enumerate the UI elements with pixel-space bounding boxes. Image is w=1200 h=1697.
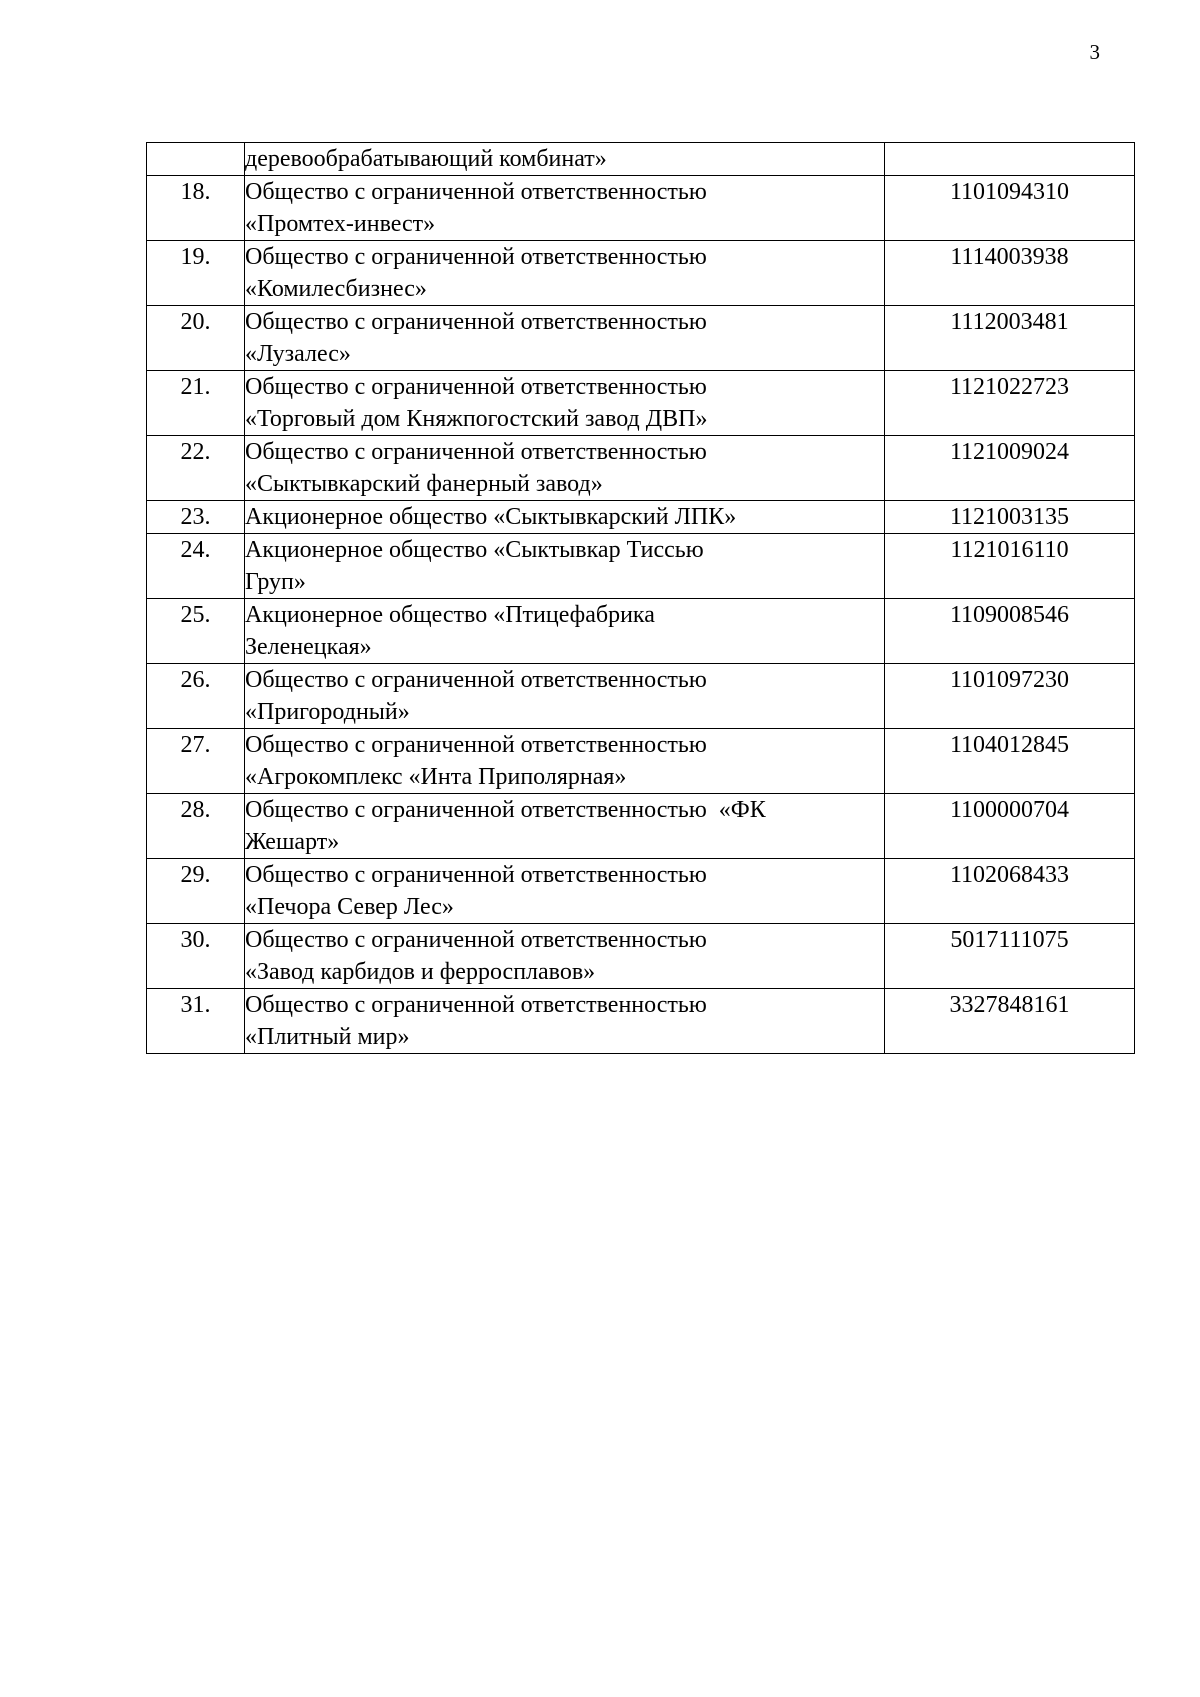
table-row <box>147 176 1135 241</box>
organization-name <box>245 176 885 241</box>
row-number: 26. <box>147 664 245 729</box>
organization-inn: 1104012845 <box>885 729 1135 794</box>
organization-inn: 1102068433 <box>885 859 1135 924</box>
organization-inn: 1121016110 <box>885 534 1135 599</box>
table-row <box>147 371 1135 436</box>
organization-name-line: «Комилесбизнес» <box>245 276 427 302</box>
organization-name <box>245 794 885 859</box>
organizations-table <box>146 142 1135 1054</box>
organization-name <box>245 924 885 989</box>
organization-name-line: «Торговый дом Княжпогостский завод ДВП» <box>245 406 708 432</box>
organization-name <box>245 143 885 176</box>
organization-name <box>245 436 885 501</box>
row-number: 31. <box>147 989 245 1054</box>
organization-name-line: Груп» <box>245 569 306 595</box>
organization-inn: 1109008546 <box>885 599 1135 664</box>
table-row <box>147 143 1135 176</box>
organization-name-line: Общество с ограниченной ответственностью <box>245 862 707 888</box>
page-number: 3 <box>1089 40 1100 64</box>
organization-inn: 1101097230 <box>885 664 1135 729</box>
organization-name-line: «Завод карбидов и ферросплавов» <box>245 959 596 985</box>
row-number: 29. <box>147 859 245 924</box>
organization-name <box>245 859 885 924</box>
table-row <box>147 534 1135 599</box>
organization-name-line: «Пригородный» <box>245 699 410 725</box>
table-row <box>147 436 1135 501</box>
organization-name-line: Общество с ограниченной ответственностью <box>245 374 707 400</box>
organization-name-line: «Лузалес» <box>245 341 351 367</box>
organization-name <box>245 664 885 729</box>
row-number: 27. <box>147 729 245 794</box>
organization-name-line: «Плитный мир» <box>245 1024 410 1050</box>
table-row <box>147 241 1135 306</box>
row-number: 30. <box>147 924 245 989</box>
row-number: 20. <box>147 306 245 371</box>
organization-name-line: Общество с ограниченной ответственностью <box>245 927 707 953</box>
organization-name-line: «Сыктывкарский фанерный завод» <box>245 471 603 497</box>
row-number: 22. <box>147 436 245 501</box>
organization-name-line: Акционерное общество «Сыктывкарский ЛПК» <box>245 504 737 530</box>
table-row <box>147 794 1135 859</box>
row-number <box>147 143 245 176</box>
organization-inn: 3327848161 <box>885 989 1135 1054</box>
table-row <box>147 501 1135 534</box>
organization-name <box>245 729 885 794</box>
row-number: 28. <box>147 794 245 859</box>
organization-name-line: Общество с ограниченной ответственностью <box>245 992 707 1018</box>
organization-inn: 1112003481 <box>885 306 1135 371</box>
organization-name-line: Общество с ограниченной ответственностью «ФК <box>245 797 766 823</box>
table-row <box>147 599 1135 664</box>
organization-inn: 1121003135 <box>885 501 1135 534</box>
row-number: 23. <box>147 501 245 534</box>
table-row <box>147 306 1135 371</box>
organization-name-line: деревообрабатывающий комбинат» <box>245 146 607 172</box>
organization-name <box>245 989 885 1054</box>
organization-name-line: Общество с ограниченной ответственностью <box>245 309 707 335</box>
table-row <box>147 924 1135 989</box>
table-body <box>147 143 1135 1054</box>
row-number: 24. <box>147 534 245 599</box>
row-number: 18. <box>147 176 245 241</box>
organization-name <box>245 599 885 664</box>
organization-name-line: Акционерное общество «Птицефабрика <box>245 602 655 628</box>
organization-name-line: «Печора Север Лес» <box>245 894 454 920</box>
table-row <box>147 989 1135 1054</box>
row-number: 19. <box>147 241 245 306</box>
organization-inn: 1101094310 <box>885 176 1135 241</box>
organization-name-line: Общество с ограниченной ответственностью <box>245 667 707 693</box>
row-number: 21. <box>147 371 245 436</box>
organization-inn: 5017111075 <box>885 924 1135 989</box>
row-number: 25. <box>147 599 245 664</box>
organization-inn: 1121009024 <box>885 436 1135 501</box>
organization-inn <box>885 143 1135 176</box>
organization-name-line: Общество с ограниченной ответственностью <box>245 732 707 758</box>
organization-name <box>245 306 885 371</box>
organization-name <box>245 501 885 534</box>
organization-name-line: «Агрокомплекс «Инта Приполярная» <box>245 764 627 790</box>
table-row <box>147 664 1135 729</box>
organization-name-line: Жешарт» <box>245 829 340 855</box>
organization-name-line: Общество с ограниченной ответственностью <box>245 179 707 205</box>
organization-name <box>245 371 885 436</box>
organization-name-line: Акционерное общество «Сыктывкар Тиссью <box>245 537 704 563</box>
organization-name-line: Общество с ограниченной ответственностью <box>245 244 707 270</box>
organization-name <box>245 241 885 306</box>
organization-inn: 1114003938 <box>885 241 1135 306</box>
organization-name-line: «Промтех-инвест» <box>245 211 436 237</box>
organization-inn: 1121022723 <box>885 371 1135 436</box>
organization-inn: 1100000704 <box>885 794 1135 859</box>
table-row <box>147 859 1135 924</box>
table-row <box>147 729 1135 794</box>
organization-name-line: Общество с ограниченной ответственностью <box>245 439 707 465</box>
organization-name-line: Зеленецкая» <box>245 634 372 660</box>
organization-name <box>245 534 885 599</box>
